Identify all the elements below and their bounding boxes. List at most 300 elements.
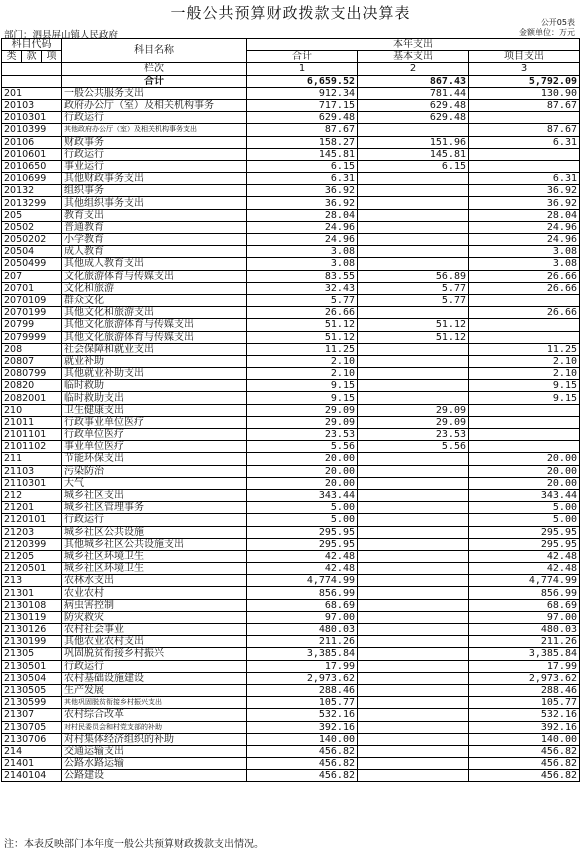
table-row [2, 234, 580, 246]
row-basic [358, 234, 469, 246]
row-code: 21401 [2, 758, 62, 770]
row-total: 211.26 [247, 636, 358, 648]
row-name: 教育支出 [62, 209, 247, 221]
row-basic [358, 343, 469, 355]
table-row [2, 112, 580, 124]
row-total: 6.31 [247, 173, 358, 185]
row-code: 21201 [2, 502, 62, 514]
row-code: 2130706 [2, 733, 62, 745]
row-total: 5.77 [247, 294, 358, 306]
row-total: 83.55 [247, 270, 358, 282]
row-basic: 5.77 [358, 282, 469, 294]
row-project: 17.99 [469, 660, 580, 672]
row-project: 532.16 [469, 709, 580, 721]
row-name: 成人教育 [62, 246, 247, 258]
row-name: 行政运行 [62, 514, 247, 526]
row-total: 912.34 [247, 87, 358, 99]
row-total: 3.08 [247, 258, 358, 270]
row-total: 42.48 [247, 550, 358, 562]
row-name: 巩固脱贫衔接乡村振兴 [62, 648, 247, 660]
row-name: 节能环保支出 [62, 453, 247, 465]
row-name: 临时救助支出 [62, 392, 247, 404]
table-row [2, 624, 580, 636]
row-project: 5.00 [469, 514, 580, 526]
row-basic [358, 758, 469, 770]
col-2-label: 2 [358, 63, 469, 75]
row-name: 其他财政事务支出 [62, 173, 247, 185]
row-name: 行政运行 [62, 660, 247, 672]
row-name: 行政单位医疗 [62, 429, 247, 441]
row-basic [358, 624, 469, 636]
row-project: 11.25 [469, 343, 580, 355]
row-name: 小学教育 [62, 234, 247, 246]
row-total: 20.00 [247, 477, 358, 489]
row-name: 大气 [62, 477, 247, 489]
row-project [469, 404, 580, 416]
row-project: 42.48 [469, 563, 580, 575]
total-row-total: 6,659.52 [247, 75, 358, 87]
table-row [2, 660, 580, 672]
row-code: 21203 [2, 526, 62, 538]
expenditure-table [1, 38, 580, 782]
row-code: 207 [2, 270, 62, 282]
row-project: 456.82 [469, 758, 580, 770]
this-year-header: 本年支出 [247, 39, 580, 51]
row-code: 2130705 [2, 721, 62, 733]
row-project: 2.10 [469, 355, 580, 367]
row-code: 20807 [2, 355, 62, 367]
table-row [2, 684, 580, 696]
row-project: 24.96 [469, 234, 580, 246]
amount-unit: 金额单位：万元 [519, 28, 575, 37]
table-row [2, 221, 580, 233]
row-total: 26.66 [247, 307, 358, 319]
table-row [2, 465, 580, 477]
table-row [2, 404, 580, 416]
row-project: 28.04 [469, 209, 580, 221]
row-code: 2082001 [2, 392, 62, 404]
row-total: 42.48 [247, 563, 358, 575]
row-basic [358, 636, 469, 648]
table-row [2, 538, 580, 550]
row-total: 717.15 [247, 99, 358, 111]
table-row [2, 502, 580, 514]
row-basic [358, 709, 469, 721]
row-basic: 29.09 [358, 404, 469, 416]
row-total: 9.15 [247, 392, 358, 404]
row-total: 856.99 [247, 587, 358, 599]
table-row [2, 526, 580, 538]
row-total: 24.96 [247, 234, 358, 246]
row-basic: 6.15 [358, 160, 469, 172]
row-basic [358, 721, 469, 733]
row-code: 208 [2, 343, 62, 355]
total-header: 合计 [247, 51, 358, 63]
table-row [2, 124, 580, 136]
table-row [2, 392, 580, 404]
table-row [2, 185, 580, 197]
table-row [2, 587, 580, 599]
row-name: 行政运行 [62, 148, 247, 160]
row-basic [358, 453, 469, 465]
row-project: 392.16 [469, 721, 580, 733]
row-name: 其他文化旅游体育与传媒支出 [62, 319, 247, 331]
row-total: 105.77 [247, 697, 358, 709]
row-name: 其他政府办公厅（室）及相关机构事务支出 [62, 124, 247, 136]
row-code: 2101102 [2, 441, 62, 453]
row-total: 20.00 [247, 465, 358, 477]
row-total: 5.00 [247, 514, 358, 526]
row-basic [358, 185, 469, 197]
row-basic [358, 307, 469, 319]
footnote: 注：本表反映部门本年度一般公共预算财政拨款支出情况。 [4, 839, 264, 850]
row-code: 2050202 [2, 234, 62, 246]
row-name: 农村综合改革 [62, 709, 247, 721]
row-code: 2101101 [2, 429, 62, 441]
row-name: 生产发展 [62, 684, 247, 696]
row-name: 公路建设 [62, 770, 247, 782]
row-project: 3.08 [469, 258, 580, 270]
row-code: 20132 [2, 185, 62, 197]
row-project: 26.66 [469, 307, 580, 319]
row-basic [358, 502, 469, 514]
row-project: 295.95 [469, 526, 580, 538]
table-row [2, 709, 580, 721]
row-code: 21305 [2, 648, 62, 660]
form-number: 公开05表 [540, 18, 575, 27]
row-basic [358, 648, 469, 660]
row-name: 文化和旅游 [62, 282, 247, 294]
table-row [2, 770, 580, 782]
row-project: 97.00 [469, 611, 580, 623]
row-basic [358, 575, 469, 587]
row-basic [358, 368, 469, 380]
row-total: 4,774.99 [247, 575, 358, 587]
row-total: 629.48 [247, 112, 358, 124]
row-basic: 51.12 [358, 319, 469, 331]
row-total: 456.82 [247, 745, 358, 757]
row-project [469, 429, 580, 441]
row-name: 卫生健康支出 [62, 404, 247, 416]
row-total: 20.00 [247, 453, 358, 465]
xiang-header: 项 [42, 51, 62, 63]
row-project: 6.31 [469, 173, 580, 185]
table-row [2, 453, 580, 465]
row-project: 42.48 [469, 550, 580, 562]
table-row [2, 745, 580, 757]
row-code: 2130501 [2, 660, 62, 672]
row-basic [358, 392, 469, 404]
row-name: 农村基础设施建设 [62, 672, 247, 684]
row-project: 3,385.84 [469, 648, 580, 660]
row-project: 2,973.62 [469, 672, 580, 684]
row-basic [358, 380, 469, 392]
row-project: 20.00 [469, 477, 580, 489]
row-project [469, 416, 580, 428]
row-name: 交通运输支出 [62, 745, 247, 757]
row-name: 临时救助 [62, 380, 247, 392]
row-total: 532.16 [247, 709, 358, 721]
table-row [2, 416, 580, 428]
header-row-1 [2, 39, 580, 51]
row-code: 2010699 [2, 173, 62, 185]
basic-header: 基本支出 [358, 51, 469, 63]
row-name: 其他城乡社区公共设施支出 [62, 538, 247, 550]
row-project [469, 319, 580, 331]
project-header: 项目支出 [469, 51, 580, 63]
row-basic: 629.48 [358, 112, 469, 124]
row-basic [358, 258, 469, 270]
row-project: 856.99 [469, 587, 580, 599]
row-project: 211.26 [469, 636, 580, 648]
table-row [2, 489, 580, 501]
row-total: 3.08 [247, 246, 358, 258]
kuan-header: 款 [22, 51, 42, 63]
row-total: 24.96 [247, 221, 358, 233]
row-code: 20502 [2, 221, 62, 233]
row-basic [358, 526, 469, 538]
row-name: 污染防治 [62, 465, 247, 477]
row-basic [358, 221, 469, 233]
table-row [2, 294, 580, 306]
row-basic [358, 124, 469, 136]
row-project: 9.15 [469, 380, 580, 392]
row-code: 21103 [2, 465, 62, 477]
row-project: 26.66 [469, 270, 580, 282]
row-project [469, 331, 580, 343]
table-row [2, 733, 580, 745]
table-row [2, 648, 580, 660]
row-name: 病虫害控制 [62, 599, 247, 611]
row-code: 2070109 [2, 294, 62, 306]
row-name: 对村民委员会和村党支部的补助 [62, 721, 247, 733]
row-basic [358, 197, 469, 209]
row-basic [358, 684, 469, 696]
row-code: 21205 [2, 550, 62, 562]
row-basic [358, 672, 469, 684]
row-code: 2130108 [2, 599, 62, 611]
row-code: 20504 [2, 246, 62, 258]
row-code: 20103 [2, 99, 62, 111]
row-code: 212 [2, 489, 62, 501]
table-row [2, 477, 580, 489]
row-code: 21011 [2, 416, 62, 428]
table-row [2, 197, 580, 209]
table-row [2, 636, 580, 648]
row-name: 农业农村 [62, 587, 247, 599]
row-total: 97.00 [247, 611, 358, 623]
row-project: 456.82 [469, 745, 580, 757]
row-basic [358, 246, 469, 258]
row-project [469, 148, 580, 160]
row-total: 29.09 [247, 404, 358, 416]
row-name: 群众文化 [62, 294, 247, 306]
row-total: 2.10 [247, 355, 358, 367]
row-project [469, 160, 580, 172]
row-total: 28.04 [247, 209, 358, 221]
row-project: 36.92 [469, 197, 580, 209]
row-name: 其他农业农村支出 [62, 636, 247, 648]
row-code: 210 [2, 404, 62, 416]
row-project: 36.92 [469, 185, 580, 197]
row-basic [358, 355, 469, 367]
row-name: 城乡社区管理事务 [62, 502, 247, 514]
row-code: 2079999 [2, 331, 62, 343]
row-project [469, 294, 580, 306]
row-project: 20.00 [469, 453, 580, 465]
row-total: 51.12 [247, 331, 358, 343]
row-basic [358, 477, 469, 489]
row-basic [358, 173, 469, 185]
row-code: 2120501 [2, 563, 62, 575]
row-total: 36.92 [247, 185, 358, 197]
row-basic: 145.81 [358, 148, 469, 160]
total-row-label: 合计 [62, 75, 247, 87]
row-basic [358, 611, 469, 623]
row-code: 20820 [2, 380, 62, 392]
row-basic: 5.77 [358, 294, 469, 306]
row-code: 2130599 [2, 697, 62, 709]
row-name: 文化旅游体育与传媒支出 [62, 270, 247, 282]
row-project [469, 112, 580, 124]
table-row [2, 270, 580, 282]
table-row [2, 319, 580, 331]
row-code: 2130504 [2, 672, 62, 684]
row-total: 36.92 [247, 197, 358, 209]
row-code: 2050499 [2, 258, 62, 270]
row-name: 其他文化旅游体育与传媒支出 [62, 331, 247, 343]
lei-header: 类 [2, 51, 22, 63]
row-code: 2010650 [2, 160, 62, 172]
row-name: 普通教育 [62, 221, 247, 233]
row-basic [358, 733, 469, 745]
row-name: 其他组织事务支出 [62, 197, 247, 209]
row-project: 26.66 [469, 282, 580, 294]
row-code: 2013299 [2, 197, 62, 209]
table-row [2, 282, 580, 294]
row-code: 20799 [2, 319, 62, 331]
row-project: 480.03 [469, 624, 580, 636]
row-total: 158.27 [247, 136, 358, 148]
row-name: 城乡社区公共设施 [62, 526, 247, 538]
row-total: 5.56 [247, 441, 358, 453]
table-row [2, 721, 580, 733]
row-code: 2010301 [2, 112, 62, 124]
row-total: 2.10 [247, 368, 358, 380]
row-total: 23.53 [247, 429, 358, 441]
row-basic: 29.09 [358, 416, 469, 428]
total-row-basic: 867.43 [358, 75, 469, 87]
table-row [2, 380, 580, 392]
table-row [2, 173, 580, 185]
row-basic [358, 660, 469, 672]
subject-name-header: 科目名称 [62, 39, 247, 63]
row-total: 3,385.84 [247, 648, 358, 660]
row-name: 组织事务 [62, 185, 247, 197]
row-code: 2010399 [2, 124, 62, 136]
row-name: 政府办公厅（室）及相关机构事务 [62, 99, 247, 111]
table-row [2, 307, 580, 319]
table-row [2, 563, 580, 575]
row-code: 205 [2, 209, 62, 221]
row-basic [358, 489, 469, 501]
table-row [2, 514, 580, 526]
row-basic: 51.12 [358, 331, 469, 343]
row-total: 9.15 [247, 380, 358, 392]
row-project: 20.00 [469, 465, 580, 477]
row-name: 其他就业补助支出 [62, 368, 247, 380]
table-row [2, 758, 580, 770]
row-name: 事业运行 [62, 160, 247, 172]
row-total: 392.16 [247, 721, 358, 733]
row-total: 51.12 [247, 319, 358, 331]
table-row [2, 246, 580, 258]
table-row [2, 331, 580, 343]
row-name: 农林水支出 [62, 575, 247, 587]
row-total: 29.09 [247, 416, 358, 428]
row-basic [358, 697, 469, 709]
column-number-row [2, 63, 580, 75]
row-code: 2120101 [2, 514, 62, 526]
row-basic [358, 745, 469, 757]
row-project: 6.31 [469, 136, 580, 148]
total-row-project: 5,792.09 [469, 75, 580, 87]
table-row [2, 441, 580, 453]
table-row [2, 87, 580, 99]
report-meta [519, 18, 575, 38]
row-code: 2130119 [2, 611, 62, 623]
total-row [2, 75, 580, 87]
col-no-label: 栏次 [62, 63, 247, 75]
row-basic: 629.48 [358, 99, 469, 111]
subject-code-header: 科目代码 [2, 39, 62, 51]
row-total: 32.43 [247, 282, 358, 294]
row-code: 2010601 [2, 148, 62, 160]
row-total: 140.00 [247, 733, 358, 745]
row-code: 2120399 [2, 538, 62, 550]
table-row [2, 697, 580, 709]
col-3-label: 3 [469, 63, 580, 75]
row-basic: 151.96 [358, 136, 469, 148]
row-total: 6.15 [247, 160, 358, 172]
row-basic: 56.89 [358, 270, 469, 282]
row-code: 2080799 [2, 368, 62, 380]
table-row [2, 429, 580, 441]
row-project: 3.08 [469, 246, 580, 258]
row-total: 2,973.62 [247, 672, 358, 684]
row-total: 295.95 [247, 526, 358, 538]
row-code: 2130126 [2, 624, 62, 636]
department-label: 部门：泗县屏山镇人民政府 [4, 30, 119, 41]
row-code: 213 [2, 575, 62, 587]
row-code: 21301 [2, 587, 62, 599]
row-project: 130.90 [469, 87, 580, 99]
row-name: 社会保障和就业支出 [62, 343, 247, 355]
row-project: 343.44 [469, 489, 580, 501]
row-basic: 781.44 [358, 87, 469, 99]
row-project: 4,774.99 [469, 575, 580, 587]
row-basic [358, 514, 469, 526]
table-row [2, 136, 580, 148]
row-project: 105.77 [469, 697, 580, 709]
row-project: 68.69 [469, 599, 580, 611]
row-name: 财政事务 [62, 136, 247, 148]
row-basic [358, 550, 469, 562]
table-row [2, 672, 580, 684]
table-row [2, 355, 580, 367]
row-total: 456.82 [247, 770, 358, 782]
row-name: 公路水路运输 [62, 758, 247, 770]
